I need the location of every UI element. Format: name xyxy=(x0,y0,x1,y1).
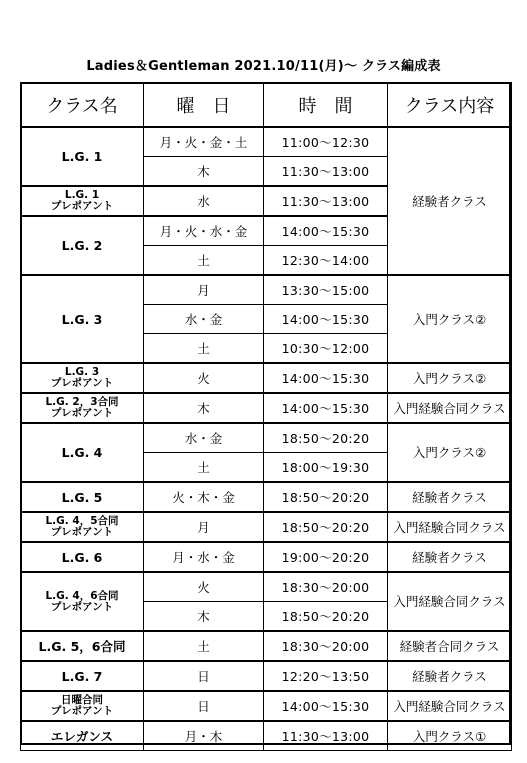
table-row xyxy=(21,423,512,453)
table-row xyxy=(21,512,512,542)
table-row xyxy=(21,631,512,661)
time-cell: 18:30～20:00 xyxy=(264,631,388,661)
time-cell: 18:50～20:20 xyxy=(264,512,388,542)
class-name-line: プレポアント xyxy=(50,200,114,212)
class-name-line: L.G. 1 xyxy=(64,189,100,201)
header-days: 曜 日 xyxy=(144,83,264,128)
class-name-cell xyxy=(21,393,144,423)
days-cell: 木 xyxy=(144,602,264,632)
class-name-line: 日曜合同 xyxy=(61,694,103,706)
time-cell: 14:00～15:30 xyxy=(264,363,388,393)
time-cell: 18:50～20:20 xyxy=(264,602,388,632)
class-name-line: L.G. 6 xyxy=(61,549,103,565)
days-cell: 水・金 xyxy=(144,423,264,453)
time-cell: 10:30～12:00 xyxy=(264,334,388,364)
days-cell: 月・木 xyxy=(144,721,264,751)
header-class-name: クラス名 xyxy=(21,83,144,128)
table-row xyxy=(21,363,512,393)
days-cell: 土 xyxy=(144,246,264,276)
schedule-table xyxy=(20,82,512,751)
days-cell: 月・火・水・金 xyxy=(144,216,264,246)
days-cell: 水 xyxy=(144,186,264,216)
time-cell: 11:30～13:00 xyxy=(264,721,388,751)
class-name-line: プレポアント xyxy=(50,600,114,613)
header-content: クラス内容 xyxy=(388,83,512,128)
table-row xyxy=(21,661,512,691)
time-cell: 12:30～14:00 xyxy=(264,246,388,276)
table-row xyxy=(21,572,512,602)
content-cell: 経験者クラス xyxy=(388,542,512,572)
time-cell: 11:30～13:00 xyxy=(264,157,388,187)
content-cell: 入門クラス② xyxy=(388,275,512,363)
class-name-line: プレポアント xyxy=(50,705,114,717)
class-name-cell xyxy=(21,275,144,363)
page-title: Ladies＆Gentleman 2021.10/11(月)～ クラス編成表 xyxy=(86,59,441,74)
class-name-line: L.G. 3 xyxy=(61,311,103,327)
time-cell: 19:00～20:20 xyxy=(264,542,388,572)
schedule-body xyxy=(21,127,512,751)
table-row xyxy=(21,721,512,751)
class-name-line: L.G. 4，6合同 xyxy=(45,589,119,602)
content-cell: 入門クラス② xyxy=(388,363,512,393)
time-cell: 11:30～13:00 xyxy=(264,186,388,216)
time-cell: 12:20～13:50 xyxy=(264,661,388,691)
class-name-cell xyxy=(21,542,144,572)
class-name-line: プレポアント xyxy=(50,407,114,419)
days-cell: 火・木・金 xyxy=(144,482,264,512)
header-time: 時 間 xyxy=(264,83,388,128)
table-row xyxy=(21,127,512,157)
days-cell: 日 xyxy=(144,691,264,721)
content-cell: 経験者クラス xyxy=(388,127,512,275)
content-cell: 入門経験合同クラス xyxy=(388,512,512,542)
class-name-line: エレガンス xyxy=(50,728,114,744)
class-name-line: L.G. 7 xyxy=(61,668,103,684)
days-cell: 月 xyxy=(144,275,264,305)
class-name-line: L.G. 2，3合同 xyxy=(45,396,119,408)
content-cell: 入門経験合同クラス xyxy=(388,393,512,423)
table-row xyxy=(21,275,512,305)
class-name-cell xyxy=(21,691,144,721)
class-name-cell xyxy=(21,423,144,482)
class-name-cell xyxy=(21,661,144,691)
table-row xyxy=(21,482,512,512)
days-cell: 土 xyxy=(144,453,264,483)
class-name-cell xyxy=(21,127,144,186)
table-row xyxy=(21,393,512,423)
days-cell: 土 xyxy=(144,334,264,364)
class-name-line: L.G. 3 xyxy=(64,366,100,378)
days-cell: 月・火・金・土 xyxy=(144,127,264,157)
content-cell: 経験者クラス xyxy=(388,482,512,512)
content-cell: 入門クラス② xyxy=(388,423,512,482)
days-cell: 月・水・金 xyxy=(144,542,264,572)
content-cell: 入門経験合同クラス xyxy=(388,572,512,631)
class-name-line: L.G. 4 xyxy=(61,445,103,460)
class-name-line: L.G. 2 xyxy=(61,238,103,253)
time-cell: 14:00～15:30 xyxy=(264,216,388,246)
content-cell: 経験者クラス xyxy=(388,661,512,691)
days-cell: 火 xyxy=(144,572,264,602)
header-row xyxy=(21,83,512,128)
class-name-cell xyxy=(21,186,144,216)
time-cell: 11:00～12:30 xyxy=(264,127,388,157)
content-cell: 経験者合同クラス xyxy=(388,631,512,661)
days-cell: 火 xyxy=(144,363,264,393)
content-cell: 入門クラス① xyxy=(388,721,512,751)
time-cell: 18:30～20:00 xyxy=(264,572,388,602)
days-cell: 土 xyxy=(144,631,264,661)
content-cell: 入門経験合同クラス xyxy=(388,691,512,721)
class-name-line: L.G. 5 xyxy=(61,489,103,505)
class-name-cell xyxy=(21,512,144,542)
time-cell: 14:00～15:30 xyxy=(264,305,388,334)
time-cell: 14:00～15:30 xyxy=(264,393,388,423)
days-cell: 日 xyxy=(144,661,264,691)
class-name-cell xyxy=(21,482,144,512)
time-cell: 13:30～15:00 xyxy=(264,275,388,305)
class-name-cell xyxy=(21,631,144,661)
class-name-line: プレポアント xyxy=(50,526,114,538)
class-name-line: L.G. 5，6合同 xyxy=(38,638,126,654)
days-cell: 木 xyxy=(144,157,264,187)
class-name-line: L.G. 1 xyxy=(61,149,103,164)
class-name-cell xyxy=(21,721,144,751)
class-name-line: L.G. 4，5合同 xyxy=(45,515,119,527)
table-row xyxy=(21,542,512,572)
class-name-cell xyxy=(21,572,144,631)
class-name-cell xyxy=(21,363,144,393)
time-cell: 18:50～20:20 xyxy=(264,423,388,453)
time-cell: 14:00～15:30 xyxy=(264,691,388,721)
class-name-cell xyxy=(21,216,144,275)
time-cell: 18:50～20:20 xyxy=(264,482,388,512)
table-row xyxy=(21,691,512,721)
days-cell: 月 xyxy=(144,512,264,542)
days-cell: 水・金 xyxy=(144,305,264,334)
days-cell: 木 xyxy=(144,393,264,423)
class-name-line: プレポアント xyxy=(50,377,114,389)
time-cell: 18:00～19:30 xyxy=(264,453,388,483)
